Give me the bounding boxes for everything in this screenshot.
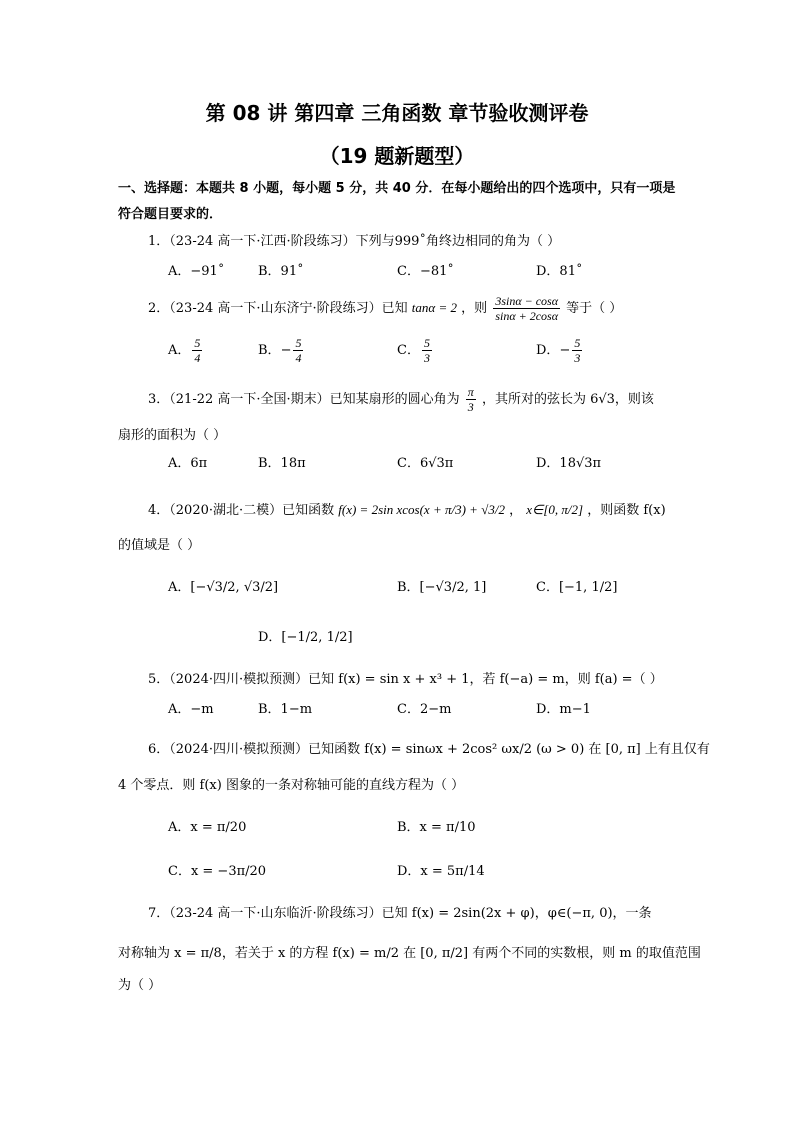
option-numerator: 5 <box>194 336 201 350</box>
question-2-stem-mid: ，则 <box>461 301 488 316</box>
question-3-option-b: B．18π <box>258 456 306 471</box>
question-3-stem-pre: 3．（21-22 高一下·全国·期末）已知某扇形的圆心角为 <box>148 392 460 407</box>
question-6-stem-line2: 4 个零点．则 f(x) 图象的一条对称轴可能的直线方程为（ ） <box>118 778 465 793</box>
option-label: B． <box>258 343 281 358</box>
option-fraction <box>192 336 202 365</box>
question-7-stem-line3: 为（ ） <box>118 978 162 993</box>
question-4-stem-post: ，则函数 f(x) <box>587 503 666 518</box>
question-4-option-d: D．[−1/2, 1/2] <box>258 630 353 645</box>
question-4-option-c: C．[−1, 1/2] <box>536 580 618 595</box>
question-4-option-a: A．[−√3/2, √3/2] <box>168 580 279 595</box>
option-sign: − <box>280 343 292 358</box>
option-fraction <box>572 336 582 365</box>
question-2-option-d <box>536 336 584 365</box>
question-4-stem-line2: 的值域是（ ） <box>118 538 201 553</box>
question-4-stem <box>148 494 666 527</box>
question-2-stem-pre: 2．（23-24 高一下·山东济宁·阶段练习）已知 <box>148 301 408 316</box>
question-3-option-c: C．6√3π <box>397 456 454 471</box>
option-numerator: 5 <box>295 336 302 350</box>
section-heading: 一、选择题：本题共 8 小题，每小题 5 分，共 40 分．在每小题给出的四个选项中，只有一项是符合题目要求的． <box>118 181 676 222</box>
document-subtitle: （19 题新题型） <box>319 144 475 168</box>
option-denominator: 4 <box>295 351 302 365</box>
option-label: D． <box>536 343 560 358</box>
question-2-option-a <box>168 336 204 365</box>
option-label: C． <box>397 343 420 358</box>
question-3-stem-line2: 扇形的面积为（ ） <box>118 428 227 443</box>
question-3-option-d: D．18√3π <box>536 456 602 471</box>
question-3-angle-denominator: 3 <box>467 400 474 414</box>
question-2-condition: tanα = 2 <box>411 300 458 315</box>
question-1-option-c: C．−81˚ <box>397 264 454 279</box>
question-4-domain: x∈[0, π/2] <box>526 502 584 517</box>
question-5-option-a: A．−m <box>168 702 214 717</box>
question-2-option-b <box>258 336 305 365</box>
question-5-stem: 5．（2024·四川·模拟预测）已知 f(x) = sin x + x³ + 1，若 f(−a) = m，则 f(a) =（ ） <box>148 672 663 687</box>
question-3-stem <box>148 382 654 418</box>
question-2-stem <box>148 290 622 327</box>
question-3-angle <box>466 385 476 414</box>
question-4-stem-pre: 4．（2020·湖北·二模）已知函数 <box>148 503 335 518</box>
option-sign: − <box>559 343 571 358</box>
question-6-option-a: A．x = π/20 <box>168 820 247 835</box>
option-denominator: 4 <box>194 351 201 365</box>
option-label: A． <box>168 343 191 358</box>
question-1-option-b: B．91˚ <box>258 264 304 279</box>
question-1-stem: 1．（23-24 高一下·江西·阶段练习）下列与999˚角终边相同的角为（ ） <box>148 234 561 249</box>
question-7-stem-line2: 对称轴为 x = π/8，若关于 x 的方程 f(x) = m/2 在 [0, π/2] 有两个不同的实数根，则 m 的取值范围 <box>118 946 701 961</box>
question-6-option-d: D．x = 5π/14 <box>397 864 485 879</box>
question-3-stem-post: ，其所对的弦长为 6√3，则该 <box>481 392 654 407</box>
question-2-stem-post: 等于（ ） <box>566 301 623 316</box>
question-4-option-b: B．[−√3/2, 1] <box>397 580 487 595</box>
question-5-option-b: B．1−m <box>258 702 313 717</box>
option-numerator: 5 <box>423 336 430 350</box>
option-denominator: 3 <box>423 351 430 365</box>
question-6-option-c: C．x = −3π/20 <box>168 864 267 879</box>
question-6-option-b: B．x = π/10 <box>397 820 476 835</box>
question-2-expression-numerator: 3sinα − cosα <box>495 294 559 308</box>
question-7-stem: 7．（23-24 高一下·山东临沂·阶段练习）已知 f(x) = 2sin(2x + φ)，φ∈(−π, 0)，一条 <box>148 906 652 921</box>
question-3-option-a: A．6π <box>168 456 208 471</box>
question-5-option-c: C．2−m <box>397 702 452 717</box>
question-5-option-d: D．m−1 <box>536 702 591 717</box>
question-3-angle-numerator: π <box>467 385 474 399</box>
question-6-stem: 6．（2024·四川·模拟预测）已知函数 f(x) = sinωx + 2cos² ωx/2 (ω > 0) 在 [0, π] 上有且仅有 <box>148 742 710 757</box>
question-1-option-a: A．−91˚ <box>168 264 225 279</box>
document-title: 第 08 讲 第四章 三角函数 章节验收测评卷 <box>205 101 589 125</box>
question-2-expression-denominator: sinα + 2cosα <box>495 309 559 323</box>
question-1-option-d: D．81˚ <box>536 264 583 279</box>
option-denominator: 3 <box>574 351 581 365</box>
question-4-stem-mid: ， <box>509 503 523 518</box>
option-fraction <box>293 336 303 365</box>
option-fraction <box>422 336 432 365</box>
question-2-expression <box>493 294 560 323</box>
question-4-function: f(x) = 2sin xcos(x + π/3) + √3/2 <box>338 502 505 517</box>
question-2-option-c <box>397 336 434 365</box>
option-numerator: 5 <box>574 336 581 350</box>
